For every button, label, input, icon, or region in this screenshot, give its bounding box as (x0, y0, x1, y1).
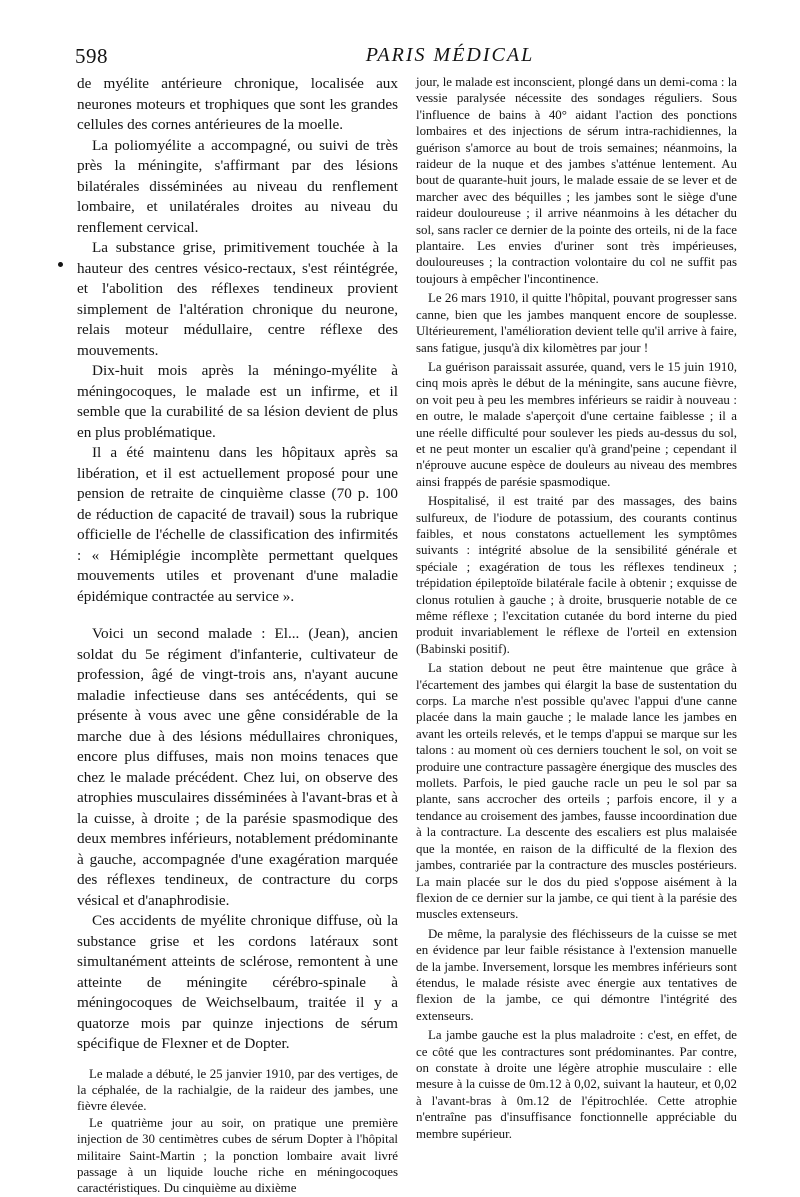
page-number: 598 (75, 44, 108, 68)
paragraph: La poliomyélite a accompagné, ou suivi de très près la méningite, s'affirmant par des lésions bilatérales disséminées au niveau du renflement lombaire, et unilatérales droites au niveau du renflement cervical. (77, 136, 398, 236)
case-note: Hospitalisé, il est traité par des massages, des bains sulfureux, de l'iodure de potassium, des courants continus faibles, et nous constatons actuellement les symptômes suivants : intégrité absolue de la sensibilité générale et spéciale ; exagération de tous les réflexes tendineux ; trépidation épileptoïde bilatérale facile à obtenir ; exquisse de clonus rotulien à gauche ; à droite, brusquerie notable de ce même réflexe ; l'excitation cutanée du bord interne du pied produit invariablement le réflexe de l'orteil en extension (Babinski positif). (416, 494, 737, 656)
paragraph: La substance grise, primitivement touchée à la hauteur des centres vésico-rectaux, s'est réintégrée, et l'abolition des réflexes tendineux provient simplement de l'altération chronique du neurone, relais moteur médullaire, centre réflexe des mouvements. (77, 239, 398, 359)
case-note: jour, le malade est inconscient, plongé dans un demi-coma : la vessie paralysée nécessite des sondages réguliers. Sous l'influence de bains à 40° aidant l'action des ponctions lombaires et des injections de sérum intra-rachidiennes, la guérison s'amorce au bout de trois semaines; néanmoins, la raideur de la nuque et des jambes s'atténue lentement. Au bout de quarante-huit jours, le malade essaie de se lever et de marcher avec des béquilles ; les jambes sont le siège d'une raideur douloureuse ; il arrive néanmoins à les détacher du sol, sans racler ce dernier de la pointe des orteils, ni de la face plantaire. Les envies d'uriner sont très impérieuses, douloureuses ; la contraction volontaire du col ne suffit pas toujours à empêcher l'incontinence. (416, 75, 737, 286)
case-note: Le quatrième jour au soir, on pratique une première injection de 30 centimètres cubes de sérum Dopter à l'hôpital militaire Saint-Martin ; la ponction lombaire avait livré passage à un liquide louche riche en méningocoques caractéristiques. Du cinquième au dixième (77, 1115, 398, 1196)
left-column (77, 74, 398, 1197)
case-note: La station debout ne peut être maintenue que grâce à l'écartement des jambes qui élargit la base de sustentation du corps. La marche n'est possible qu'avec l'appui d'une canne placée dans la main gauche ; le malade lance les jambes en avant les orteils relevés, et le temps d'appui se marque sur les talons : au moment où ces derniers touchent le sol, on voit se produire une contracture passagère énergique des muscles des mollets. Parfois, le pied gauche racle un peu le sol par sa plante, sans accrocher des orteils ; parfois encore, il y a tendance au croisement des jambes, fausse incoordination due à la contracture. La descente des escaliers est plus malaisée que la montée, en raison de la difficulté de la flexion des jambes, contrariée par la contracture des muscles postérieurs. La main placée sur le dos du pied s'oppose aisément à la flexion de ce dernier sur la jambe, ce qui tient à la parésie des muscles extenseurs. (416, 661, 737, 922)
case-note: La jambe gauche est la plus maladroite : c'est, en effet, de ce côté que les contractures sont prédominantes. Par contre, on constate à droite une légère atrophie musculaire : elle mesure à la cuisse de 0m.12 à 0,02, suivant la hauteur, et 0,02 à l'avant-bras à 0m.12 de l'épitrochlée. Cette atrophie n'entraîne pas d'insuffisance fonctionnelle appréciable du membre supérieur. (416, 1028, 737, 1141)
paragraph: Il a été maintenu dans les hôpitaux après sa libération, et il est actuellement proposé pour une pension de retraite de cinquième classe (70 p. 100 de réduction de capacité de travail) sous la rubrique officielle de l'échelle de classification des infirmités : « Hémiplégie incomplète permettant quelques mouvements utiles et provenant d'une maladie épidémique contractée au service ». (77, 444, 398, 605)
case-note: Le 26 mars 1910, il quitte l'hôpital, pouvant progresser sans canne, bien que les jambes manquent encore de souplesse. Ultérieurement, l'amélioration devient telle qu'il arrive à faire, sans fatigue, jusqu'à dix kilomètres par jour ! (416, 291, 737, 355)
case-note: Le malade a débuté, le 25 janvier 1910, par des vertiges, de la céphalée, de la rachialgie, de la raideur des jambes, une fièvre élevée. (77, 1066, 398, 1114)
running-head: PARIS MÉDICAL (365, 44, 535, 66)
case-note: De même, la paralysie des fléchisseurs de la cuisse se met en évidence par leur faible résistance à l'extension manuelle de la jambe. Inversement, lorsque les membres inférieurs sont étendus, le malade résiste avec énergie aux tentatives de flexion de la jambe, ce qui démontre l'intégrité des extenseurs. (416, 926, 737, 1023)
paragraph: Dix-huit mois après la méningo-myélite à méningocoques, le malade est un infirme, et il semble que la curabilité de sa lésion devient de plus en plus problématique. (77, 362, 398, 441)
margin-mark (58, 262, 63, 267)
paragraph: Voici un second malade : El... (Jean), ancien soldat du 5e régiment d'infanterie, cultivateur de profession, âgé de vingt-trois ans, n'ayant aucune maladie infectieuse dans ses antécédents, qui se présente à vous avec une gêne considérable de la marche due à des lésions médullaires chroniques, encore plus diffuses, mais non moins tenaces que chez le malade précédent. Chez lui, on observe des atrophies musculaires disséminées à l'avant-bras et à la cuisse, à droite ; de la parésie spasmodique des deux membres inférieurs, notablement prédominante à gauche, accompagnée d'une exagération marquée des réflexes tendineux, de contracture du corps vésical et d'anaphrodisie. (77, 625, 398, 909)
paragraph: de myélite antérieure chronique, localisée aux neurones moteurs et trophiques que sont les grandes cellules des cornes antérieures de la moelle. (77, 75, 398, 133)
case-note: La guérison paraissait assurée, quand, vers le 15 juin 1910, cinq mois après le début de la méningite, sans aucune fièvre, on voit peu à peu les membres inférieurs se raidir à nouveau : en outre, le malade s'aperçoit d'une certaine faiblesse ; il a une réelle difficulté pour soulever les pieds au-dessus du sol, et ne peut monter un escalier qu'à grand'peine ; cependant il n'éprouve aucune espèce de douleurs au niveau des membres ainsi frappés de parésie spasmodique. (416, 359, 737, 489)
paragraph: Ces accidents de myélite chronique diffuse, où la substance grise et les cordons latéraux sont simultanément atteints de sclérose, remontent à une atteinte de méningite cérébro-spinale à méningocoques de Weichselbaum, traitée il y a quatorze mois par quinze injections de sérum spécifique de Flexner et de Dopter. (77, 912, 398, 1052)
right-column (416, 74, 737, 1142)
